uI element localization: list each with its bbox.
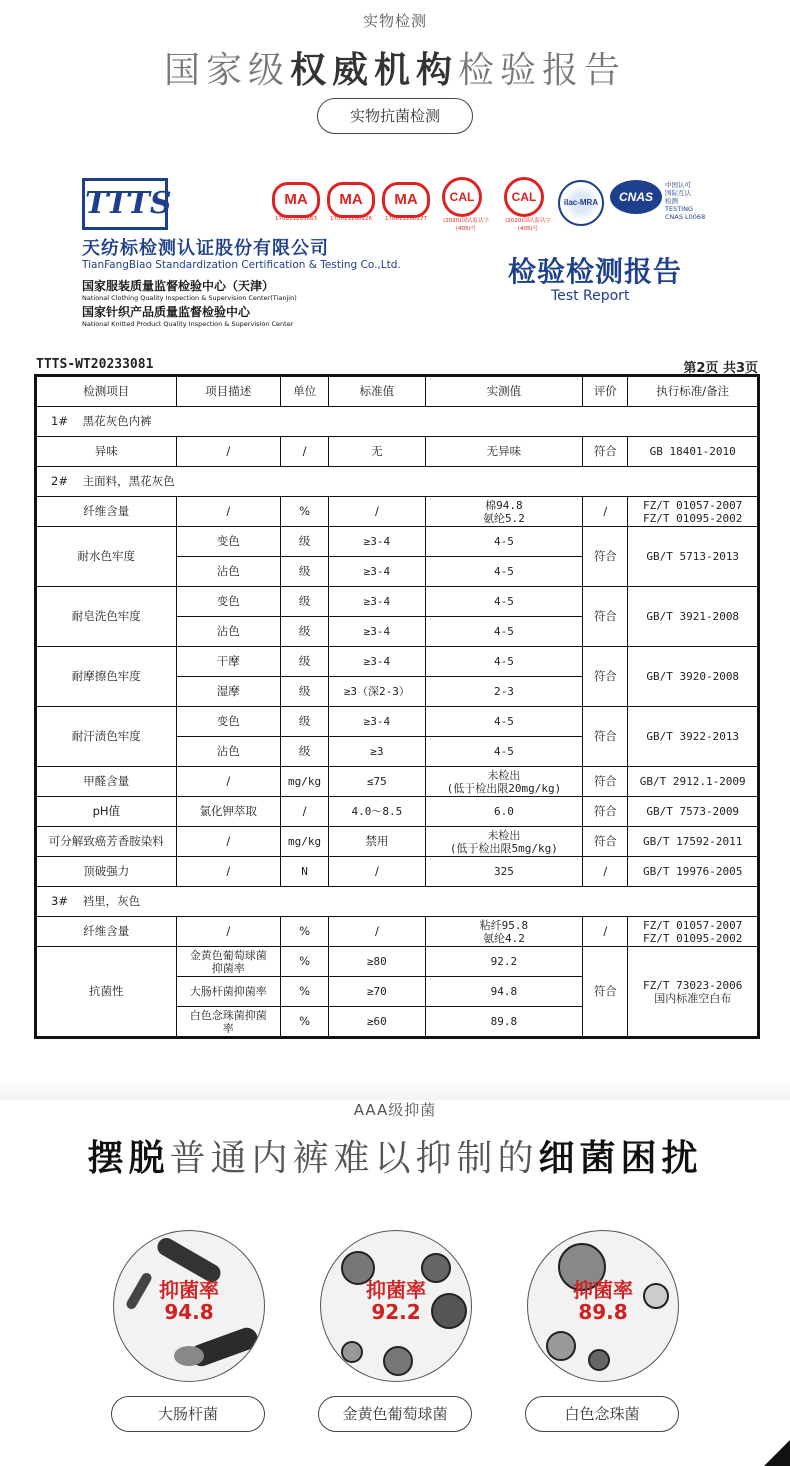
- section-title: 2# 主面料，黑花灰色: [36, 467, 759, 497]
- section-title: 1# 黑花灰色内裤: [36, 407, 759, 437]
- cell: ≥3-4: [329, 707, 425, 737]
- cell: /: [176, 857, 280, 887]
- table-row: [36, 917, 759, 947]
- cell: ≥3-4: [329, 587, 425, 617]
- cell: 4.0～8.5: [329, 797, 425, 827]
- cell: 4-5: [425, 527, 583, 557]
- rate-badge: 抑菌率 89.8: [573, 1278, 633, 1324]
- cell: 白色念珠菌抑菌 率: [176, 1007, 280, 1038]
- cell: GB/T 3920-2008: [628, 647, 759, 707]
- cell: /: [583, 497, 628, 527]
- cell: /: [329, 857, 425, 887]
- cell: GB 18401-2010: [628, 437, 759, 467]
- cell: 沾色: [176, 617, 280, 647]
- table-row: [36, 497, 759, 527]
- cell: GB/T 2912.1-2009: [628, 767, 759, 797]
- test-report-table: [34, 374, 760, 1039]
- bacteria-name-pill: 白色念珠菌: [525, 1396, 679, 1432]
- cell: 纤维含量: [36, 917, 177, 947]
- cell: GB/T 5713-2013: [628, 527, 759, 587]
- table-row: [36, 707, 759, 737]
- cma-number: 170011260226: [330, 216, 372, 222]
- cell: 棉94.8 氨纶5.2: [425, 497, 583, 527]
- cell: /: [176, 767, 280, 797]
- cell: 纤维含量: [36, 497, 177, 527]
- cell: mg/kg: [281, 767, 329, 797]
- cell: ≥3-4: [329, 557, 425, 587]
- bacteria-circle-candida: [527, 1230, 679, 1382]
- cell: 氯化钾萃取: [176, 797, 280, 827]
- ilac-logo: ilac-MRA: [558, 180, 604, 226]
- header-cell: 实测值: [425, 376, 583, 407]
- cell: 无异味: [425, 437, 583, 467]
- cell: 符合: [583, 797, 628, 827]
- cma-mark: MA: [272, 182, 320, 218]
- table-row: [36, 947, 759, 977]
- cell: /: [281, 797, 329, 827]
- table-row: [36, 857, 759, 887]
- cell: 沾色: [176, 557, 280, 587]
- bacteria-circle-ecoli: [113, 1230, 265, 1382]
- promo-kicker: AAA级抑菌: [353, 1101, 437, 1119]
- cal-mark: CAL: [504, 177, 544, 217]
- table-row: [36, 437, 759, 467]
- report-title-cn: 检验检测报告: [508, 255, 683, 288]
- section-kicker: 实物检测: [362, 12, 427, 30]
- bacteria-circle-staph: [320, 1230, 472, 1382]
- cell: 未检出 (低于检出限20mg/kg): [425, 767, 583, 797]
- cell: 符合: [583, 647, 628, 707]
- test-type-pill: 实物抗菌检测: [317, 98, 473, 134]
- cell: 符合: [583, 437, 628, 467]
- cell: GB/T 17592-2011: [628, 827, 759, 857]
- cell: %: [281, 917, 329, 947]
- cal-mark: CAL: [442, 177, 482, 217]
- cell: 异味: [36, 437, 177, 467]
- section-divider: [0, 1080, 790, 1100]
- cell: /: [176, 827, 280, 857]
- cell: 4-5: [425, 617, 583, 647]
- cell: GB/T 3921-2008: [628, 587, 759, 647]
- bacteria-name-pill: 金黄色葡萄球菌: [318, 1396, 472, 1432]
- cell: 金黄色葡萄球菌 抑菌率: [176, 947, 280, 977]
- cell: ≥3-4: [329, 647, 425, 677]
- header-cell: 执行标准/备注: [628, 376, 759, 407]
- cell: 可分解致癌芳香胺染料: [36, 827, 177, 857]
- cell: 级: [281, 647, 329, 677]
- cell: /: [176, 497, 280, 527]
- table-row: [36, 647, 759, 677]
- table-row: [36, 827, 759, 857]
- report-title-en: Test Report: [551, 288, 630, 304]
- report-id: TTTS-WT20233081: [36, 357, 154, 372]
- cell: 符合: [583, 827, 628, 857]
- cell: GB/T 3922-2013: [628, 707, 759, 767]
- cell: 未检出 (低于检出限5mg/kg): [425, 827, 583, 857]
- cell: 变色: [176, 707, 280, 737]
- cell: %: [281, 1007, 329, 1038]
- cell: 89.8: [425, 1007, 583, 1038]
- cnas-caption: 中国认可 国际互认 检测 TESTING CNAS L0068: [665, 181, 706, 221]
- cell: N: [281, 857, 329, 887]
- bacteria-name-pill: 大肠杆菌: [111, 1396, 265, 1432]
- table-row: [36, 767, 759, 797]
- cell: 顶破强力: [36, 857, 177, 887]
- header-cell: 评价: [583, 376, 628, 407]
- cell: mg/kg: [281, 827, 329, 857]
- cell: 耐皂洗色牢度: [36, 587, 177, 647]
- cell: 4-5: [425, 557, 583, 587]
- cell: 4-5: [425, 587, 583, 617]
- header-cell: 单位: [281, 376, 329, 407]
- cell: 符合: [583, 527, 628, 587]
- cell: %: [281, 977, 329, 1007]
- org2-cn: 国家针织产品质量监督检验中心: [82, 305, 251, 319]
- cell: 粘纤95.8 氨纶4.2: [425, 917, 583, 947]
- cell: 4-5: [425, 737, 583, 767]
- section-row: [36, 467, 759, 497]
- section-row: [36, 407, 759, 437]
- cell: 2-3: [425, 677, 583, 707]
- ttts-logo: TTTS: [82, 178, 168, 230]
- cell: 符合: [583, 707, 628, 767]
- cell: 甲醛含量: [36, 767, 177, 797]
- cell: ≥3-4: [329, 527, 425, 557]
- cnas-logo: CNAS: [610, 180, 662, 214]
- cell: 变色: [176, 587, 280, 617]
- cal-number: (2020)国认监认字(405)号: [443, 218, 489, 232]
- cell: 抗菌性: [36, 947, 177, 1038]
- cell: ≥80: [329, 947, 425, 977]
- page-title: 国家级权威机构检验报告: [163, 50, 627, 91]
- section-row: [36, 887, 759, 917]
- cell: 湿摩: [176, 677, 280, 707]
- cell: /: [329, 917, 425, 947]
- org1-cn: 国家服装质量监督检验中心（天津）: [82, 279, 275, 293]
- cell: 级: [281, 677, 329, 707]
- rate-badge: 抑菌率 92.2: [366, 1278, 426, 1324]
- cell: GB/T 7573-2009: [628, 797, 759, 827]
- cell: %: [281, 497, 329, 527]
- cell: 4-5: [425, 707, 583, 737]
- cell: 级: [281, 617, 329, 647]
- rate-badge: 抑菌率 94.8: [159, 1278, 219, 1324]
- cell: 禁用: [329, 827, 425, 857]
- cell: 4-5: [425, 647, 583, 677]
- cell: 沾色: [176, 737, 280, 767]
- cell: 耐摩擦色牢度: [36, 647, 177, 707]
- page-number: 第2页 共3页: [683, 361, 758, 376]
- cell: ≥3（深2-3）: [329, 677, 425, 707]
- cell: 325: [425, 857, 583, 887]
- cma-number: 170011260277: [385, 216, 427, 222]
- cell: 符合: [583, 767, 628, 797]
- header-cell: 项目描述: [176, 376, 280, 407]
- cell: FZ/T 01057-2007 FZ/T 01095-2002: [628, 497, 759, 527]
- table-row: [36, 797, 759, 827]
- cell: pH值: [36, 797, 177, 827]
- cma-mark: MA: [327, 182, 375, 218]
- cell: /: [176, 917, 280, 947]
- cell: 级: [281, 707, 329, 737]
- cell: 符合: [583, 947, 628, 1038]
- cell: 变色: [176, 527, 280, 557]
- cal-number: (2020)国认监认字(405)号: [505, 218, 551, 232]
- corner-decoration: [764, 1440, 790, 1466]
- cell: ≥3: [329, 737, 425, 767]
- cell: 级: [281, 557, 329, 587]
- cell: 耐汗渍色牢度: [36, 707, 177, 767]
- cell: 符合: [583, 587, 628, 647]
- cma-number: 170011263663: [275, 216, 317, 222]
- promo-headline: 摆脱普通内裤难以抑制的细菌困扰: [87, 1138, 703, 1179]
- cell: 92.2: [425, 947, 583, 977]
- cell: ≤75: [329, 767, 425, 797]
- cell: ≥60: [329, 1007, 425, 1038]
- cell: /: [583, 857, 628, 887]
- org1-en: National Clothing Quality Inspection & Supervision Center(Tianjin): [82, 294, 297, 302]
- cell: FZ/T 73023-2006 国内标准空白布: [628, 947, 759, 1038]
- cell: FZ/T 01057-2007 FZ/T 01095-2002: [628, 917, 759, 947]
- cell: GB/T 19976-2005: [628, 857, 759, 887]
- company-name-cn: 天纺标检测认证股份有限公司: [82, 238, 329, 259]
- cell: 级: [281, 587, 329, 617]
- cell: %: [281, 947, 329, 977]
- cell: /: [583, 917, 628, 947]
- company-name-en: TianFangBiao Standardization Certification & Testing Co.,Ltd.: [82, 259, 401, 271]
- table-row: [36, 527, 759, 557]
- cell: 大肠杆菌抑菌率: [176, 977, 280, 1007]
- cell: 干摩: [176, 647, 280, 677]
- cell: 级: [281, 737, 329, 767]
- cell: 94.8: [425, 977, 583, 1007]
- cell: /: [281, 437, 329, 467]
- cma-mark: MA: [382, 182, 430, 218]
- header-cell: 标准值: [329, 376, 425, 407]
- section-title: 3# 裆里，灰色: [36, 887, 759, 917]
- cell: 6.0: [425, 797, 583, 827]
- cell: 级: [281, 527, 329, 557]
- cell: ≥70: [329, 977, 425, 1007]
- org2-en: National Knitted Product Quality Inspection & Supervision Center: [82, 320, 294, 328]
- cell: /: [176, 437, 280, 467]
- cell: 无: [329, 437, 425, 467]
- table-row: [36, 587, 759, 617]
- cell: /: [329, 497, 425, 527]
- header-cell: 检测项目: [36, 376, 177, 407]
- cell: ≥3-4: [329, 617, 425, 647]
- table-header-row: [36, 376, 759, 407]
- cell: 耐水色牢度: [36, 527, 177, 587]
